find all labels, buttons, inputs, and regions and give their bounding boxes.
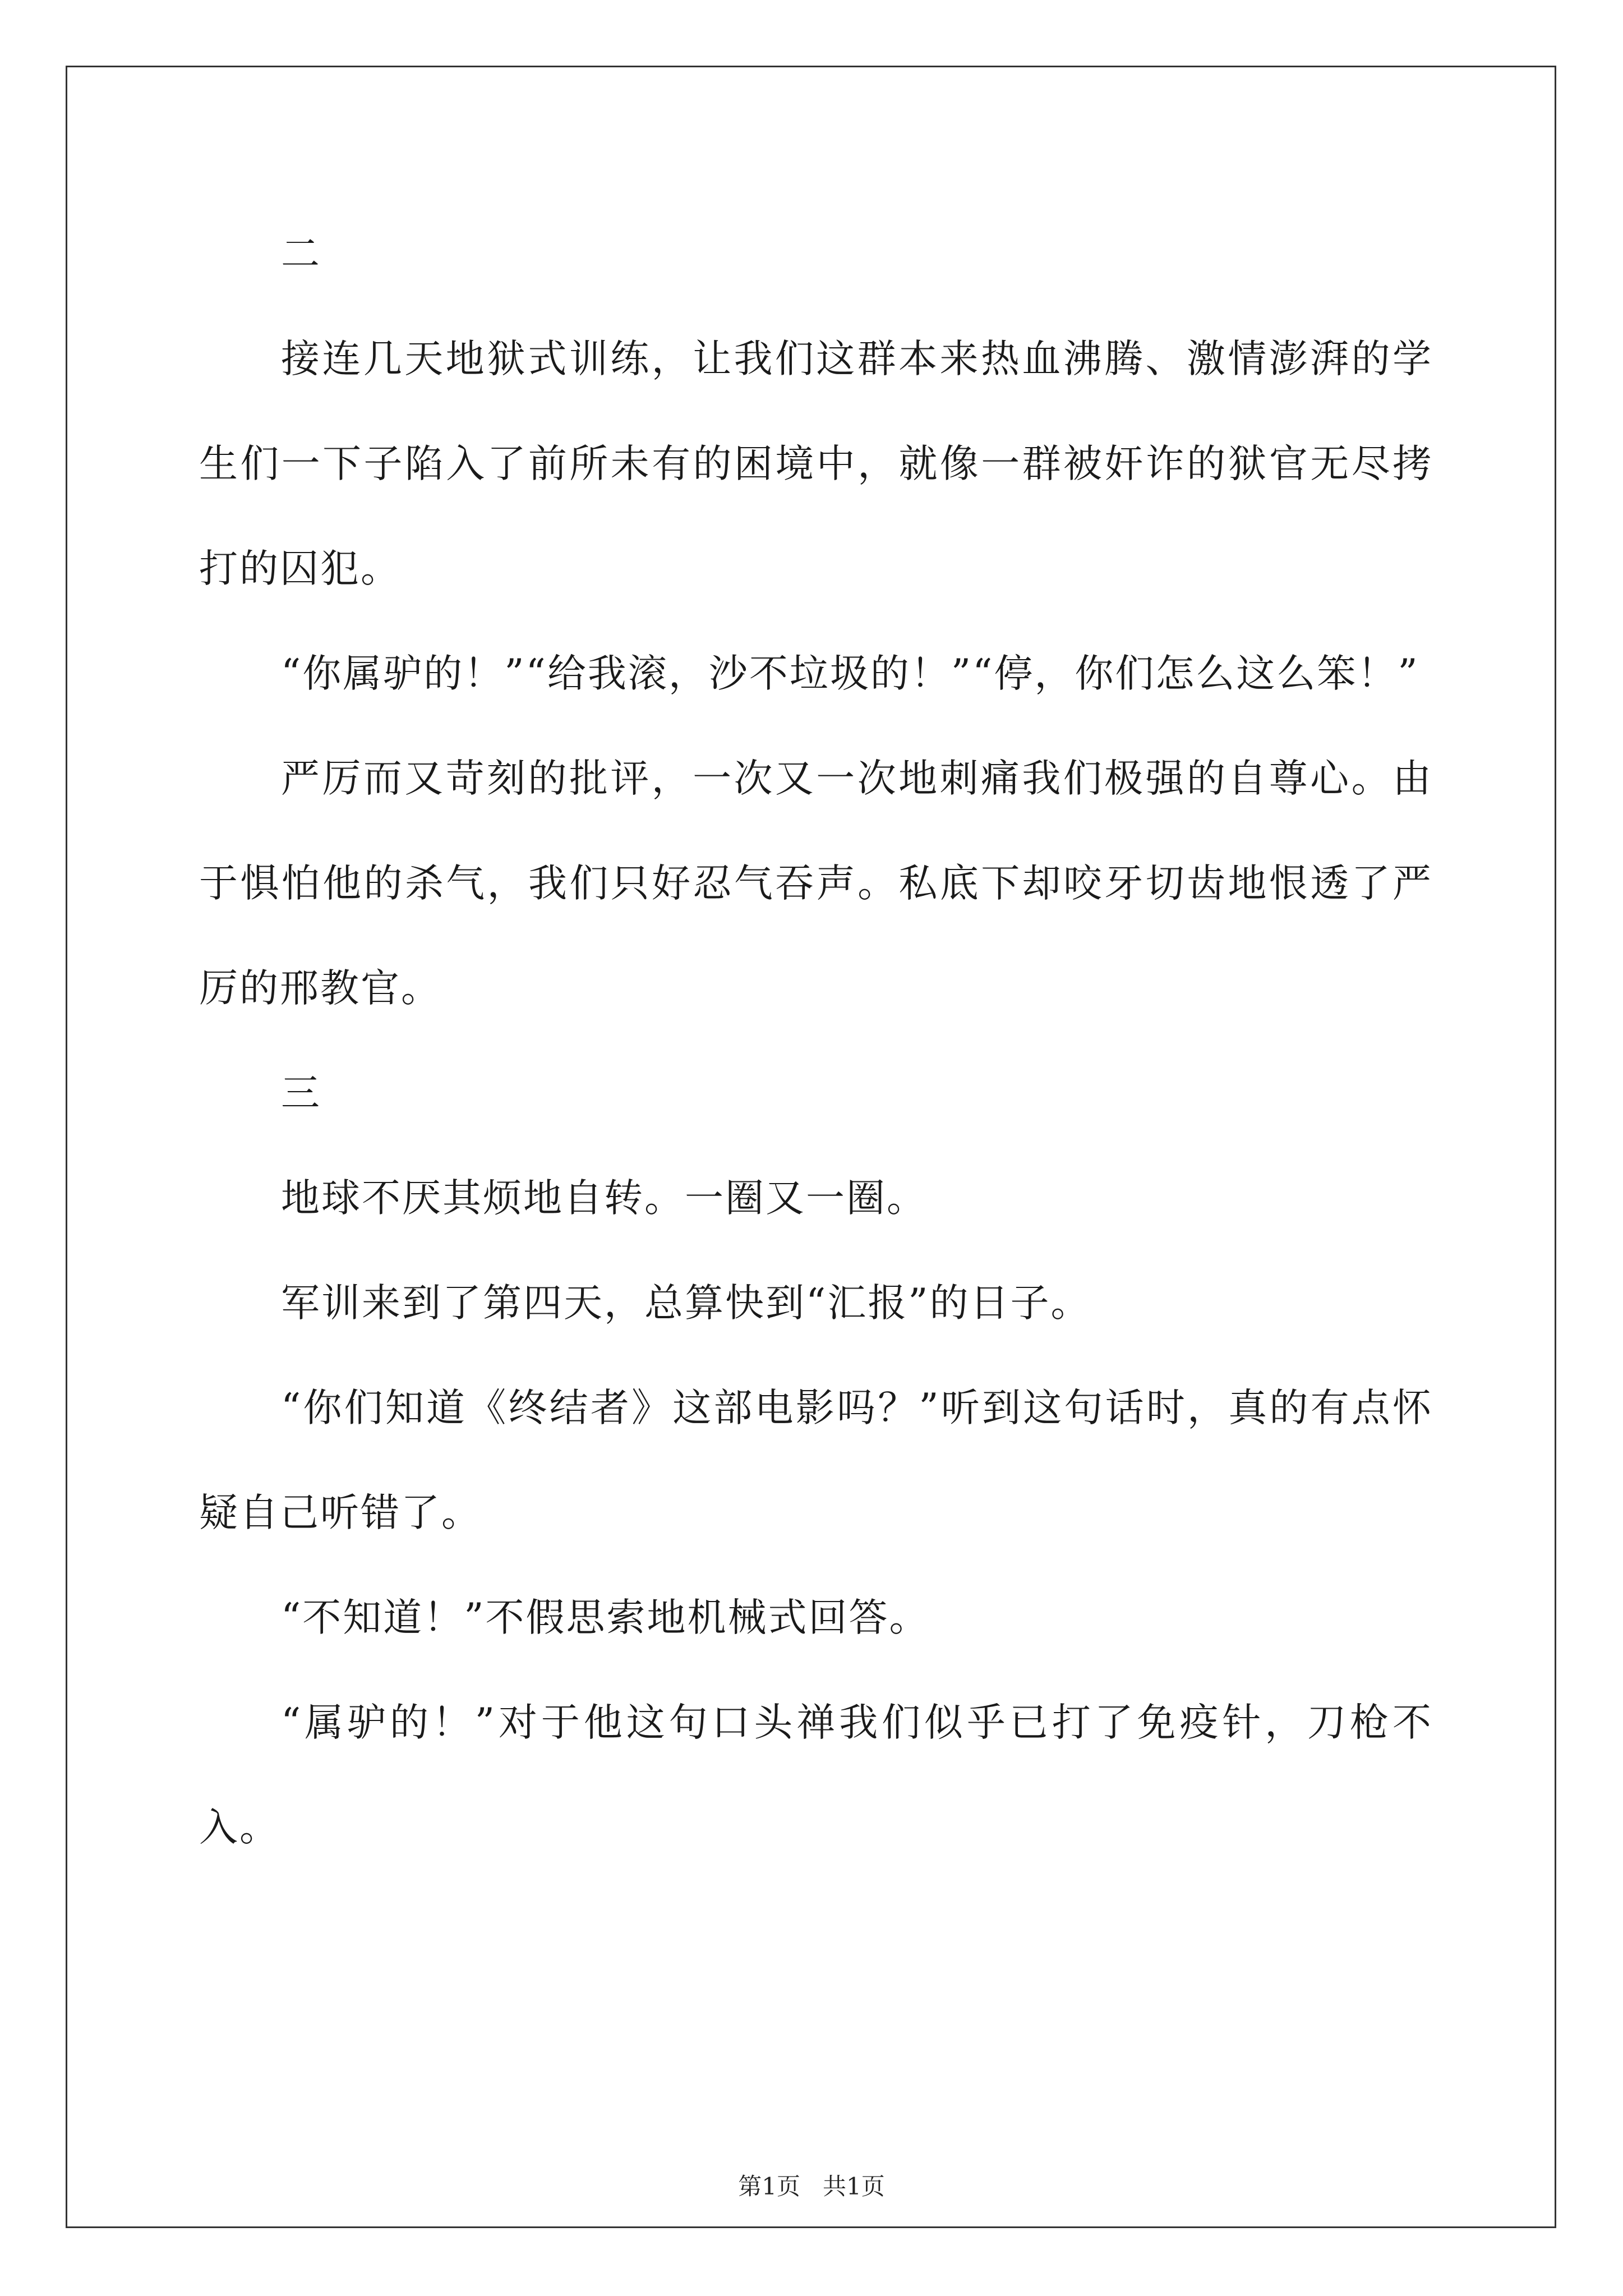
page-total: 共1页 (823, 2173, 885, 2200)
paragraph: 军训来到了第四天，总算快到“汇报”的日子。 (281, 1281, 1091, 1326)
paragraph: “属驴的！”对于他这句口头禅我们似乎已打了免疫针，刀枪不入。 (199, 1700, 1433, 1850)
page-footer (0, 2168, 1623, 2202)
paragraph-section-two-heading: 二 (281, 232, 321, 277)
paragraph: “不知道！”不假思索地机械式回答。 (281, 1595, 930, 1640)
paragraph: 地球不厌其烦地自转。一圈又一圈。 (281, 1176, 927, 1221)
paragraph: 接连几天地狱式训练，让我们这群本来热血沸腾、激情澎湃的学生们一下子陷入了前所未有的困境中，就像一群被奸诈的狱官无尽拷打的囚犯。 (199, 337, 1433, 591)
page-number: 第1页 (738, 2173, 800, 2200)
paragraph: 严厉而又苛刻的批评，一次又一次地刺痛我们极强的自尊心。由于惧怕他的杀气，我们只好忍气吞声。私底下却咬牙切齿地恨透了严厉的邢教官。 (199, 756, 1433, 1011)
paragraph-section-three-heading: 三 (281, 1071, 321, 1116)
paragraph: “你属驴的！”“给我滚，沙不垃圾的！”“停，你们怎么这么笨！” (281, 651, 1419, 696)
paragraph: “你们知道《终结者》这部电影吗？”听到这句话时，真的有点怀疑自己听错了。 (199, 1386, 1433, 1535)
document-body (199, 202, 1433, 1880)
